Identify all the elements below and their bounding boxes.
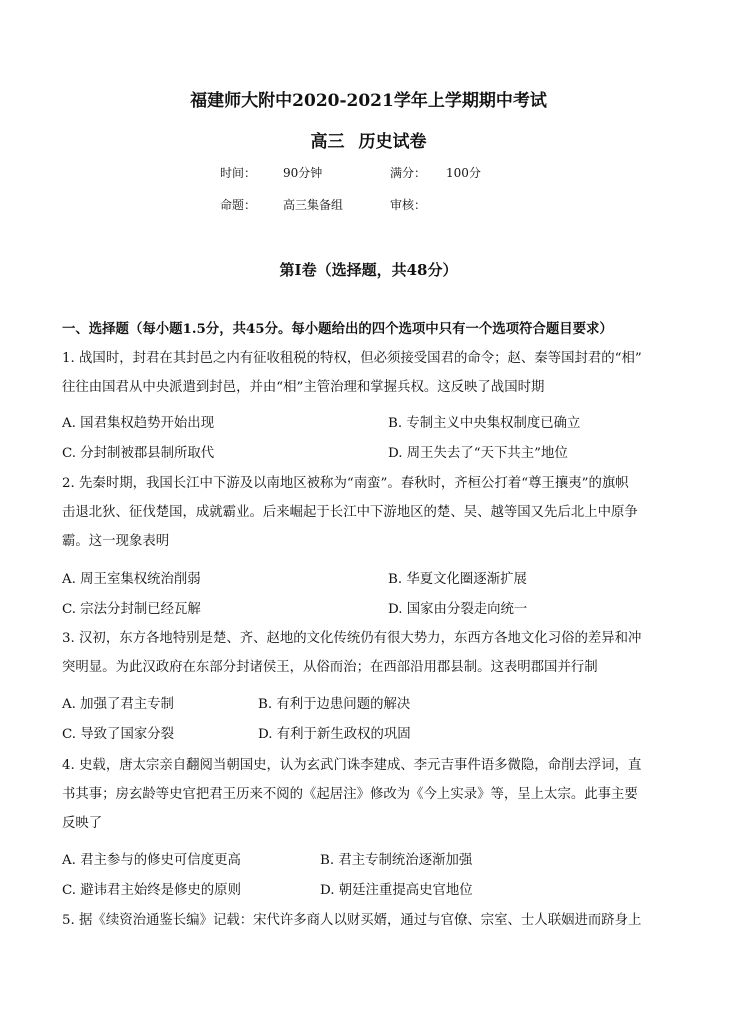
question-5: [62, 906, 677, 935]
question-4-line-1: 4. 史载，唐太宗亲自翻阅当朝国史，认为玄武门诛李建成、李元吉事件语多微隐，命削去浮词，直: [62, 758, 642, 773]
question-2-option-a[interactable]: A. 周王室集权统治削弱: [62, 572, 201, 587]
question-1-option-d[interactable]: D. 周王失去了“天下共主”地位: [388, 446, 568, 461]
reviewer-label: 审核：: [390, 198, 427, 212]
question-4-option-a[interactable]: A. 君主参与的修史可信度更高: [62, 853, 241, 868]
setter-value: 高三集备组: [283, 198, 344, 212]
question-2-option-d[interactable]: D. 国家由分裂走向统一: [388, 602, 528, 617]
setter-label: 命题：: [220, 198, 257, 212]
question-2-option-b[interactable]: B. 华夏文化圈逐渐扩展: [388, 572, 527, 587]
question-3-option-a[interactable]: A. 加强了君主专制: [62, 697, 174, 712]
score-label: 满分：: [390, 166, 427, 180]
question-3-option-d[interactable]: D. 有利于新生政权的巩固: [258, 727, 411, 742]
time-value: 90分钟: [283, 166, 323, 180]
part-heading: 一、选择题（每小题1.5分，共45分。每小题给出的四个选项中只有一个选项符合题目要求）: [62, 321, 613, 337]
question-4-line-2: 书其事；房玄龄等史官把君王历来不阅的《起居注》修改为《今上实录》等，呈上太宗。此事主要: [62, 787, 638, 802]
question-2-line-2: 击退北狄、征伐楚国，成就霸业。后来崛起于长江中下游地区的楚、吴、越等国又先后北上中原争: [62, 505, 638, 520]
question-4: [62, 751, 677, 838]
question-3-line-2: 突明显。为此汉政府在东部分封诸侯王，从俗而治；在西部沿用郡县制。这表明郡国并行制: [62, 660, 598, 675]
question-4-line-3: 反映了: [62, 816, 103, 831]
question-5-line-1: 5. 据《续资治通鉴长编》记载：宋代许多商人以财买婿，通过与官僚、宗室、士人联姻进而跻身上: [62, 913, 642, 928]
question-1-option-b[interactable]: B. 专制主义中央集权制度已确立: [388, 416, 581, 431]
exam-subtitle: [0, 127, 737, 152]
question-3-line-1: 3. 汉初，东方各地特别是楚、齐、赵地的文化传统仍有很大势力，东西方各地文化习俗的差异和冲: [62, 631, 642, 646]
exam-title: 福建师大附中2020-2021学年上学期期中考试: [190, 91, 547, 111]
question-1: [62, 344, 677, 402]
subject-label: 历史试卷: [358, 132, 427, 152]
question-4-option-c[interactable]: C. 避讳君主始终是修史的原则: [62, 883, 241, 898]
question-4-option-d[interactable]: D. 朝廷注重提高史官地位: [320, 883, 473, 898]
question-3-option-c[interactable]: C. 导致了国家分裂: [62, 727, 175, 742]
question-1-line-2: 往往由国君从中央派遣到封邑，并由“相”主管治理和掌握兵权。这反映了战国时期: [62, 380, 545, 395]
question-1-line-1: 1. 战国时，封君在其封邑之内有征收租税的特权，但必须接受国君的命令；赵、秦等国封君的“相”: [62, 351, 642, 366]
section-title: 第Ⅰ卷（选择题，共48分）: [279, 261, 458, 279]
score-value: 100分: [446, 166, 481, 180]
question-3-option-b[interactable]: B. 有利于边患问题的解决: [258, 697, 411, 712]
grade-label: 高三: [310, 132, 345, 152]
question-2-line-3: 霸。这一现象表明: [62, 534, 170, 549]
question-2-line-1: 2. 先秦时期，我国长江中下游及以南地区被称为“南蛮”。春秋时，齐桓公打着“尊王攘夷”的旗帜: [62, 476, 629, 491]
question-3: [62, 624, 677, 682]
question-4-option-b[interactable]: B. 君主专制统治逐渐加强: [320, 853, 473, 868]
time-label: 时间：: [220, 166, 257, 180]
question-1-option-a[interactable]: A. 国君集权趋势开始出现: [62, 416, 215, 431]
question-1-option-c[interactable]: C. 分封制被郡县制所取代: [62, 446, 215, 461]
question-2: [62, 469, 677, 556]
question-2-option-c[interactable]: C. 宗法分封制已经瓦解: [62, 602, 201, 617]
